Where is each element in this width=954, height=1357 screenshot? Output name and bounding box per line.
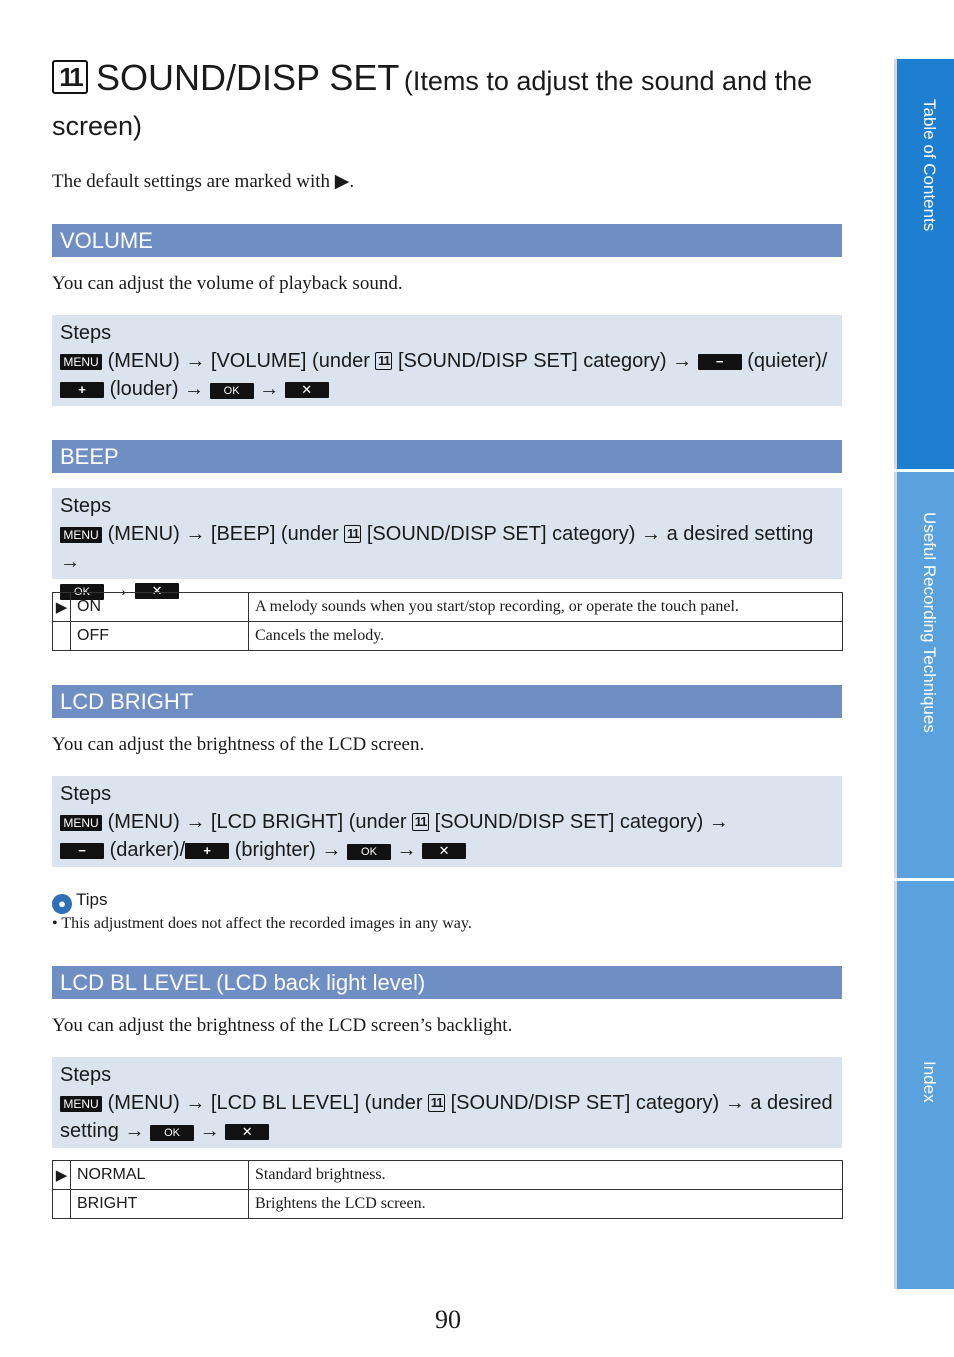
category-icon: 11 (375, 352, 392, 370)
default-mark-icon: ▶ (53, 1161, 71, 1190)
arrow-icon: → (185, 523, 206, 545)
step-text: [VOLUME] (under (210, 350, 370, 372)
tips-label: Tips (76, 890, 108, 909)
ok-icon: OK (347, 844, 391, 860)
ok-icon: OK (60, 584, 104, 600)
arrow-icon: → (708, 811, 729, 833)
tab-label: Index (920, 1061, 939, 1103)
table-row (53, 593, 843, 622)
section-header-lcd-bright: LCD BRIGHT (52, 685, 842, 718)
step-text: setting (60, 1120, 119, 1142)
step-text: (MENU) (107, 1092, 180, 1114)
beep-steps (52, 488, 842, 601)
table-row (53, 622, 843, 651)
arrow-icon: → (109, 579, 130, 601)
option-name: NORMAL (71, 1161, 249, 1190)
title-main: SOUND/DISP SET (96, 57, 400, 98)
arrow-icon: → (199, 1120, 220, 1142)
tab-label: Useful Recording Techniques (920, 512, 939, 733)
menu-icon: MENU (60, 1096, 102, 1112)
beep-options-table (52, 592, 843, 651)
arrow-icon: → (672, 350, 693, 372)
volume-steps (52, 315, 842, 406)
step-text: (louder) (109, 378, 179, 400)
plus-icon: + (60, 382, 104, 398)
step-text: (MENU) (107, 350, 180, 372)
menu-icon: MENU (60, 527, 102, 543)
close-icon: ✕ (225, 1124, 269, 1140)
arrow-icon: → (396, 839, 417, 861)
option-name: OFF (71, 622, 249, 651)
arrow-icon: → (641, 523, 662, 545)
step-text: [LCD BL LEVEL] (under (210, 1092, 423, 1114)
step-text: [SOUND/DISP SET] category) (366, 523, 636, 545)
tip-item (52, 915, 472, 933)
ok-icon: OK (150, 1125, 194, 1141)
default-mark-icon (53, 1190, 71, 1219)
title-sub-2: screen) (52, 111, 143, 141)
step-text: a desired setting (666, 523, 814, 545)
step-text: (MENU) (107, 811, 180, 833)
section-header-volume: VOLUME (52, 224, 842, 257)
tab-index[interactable] (894, 881, 954, 1289)
menu-icon: MENU (60, 354, 102, 370)
volume-description: You can adjust the volume of playback sound. (52, 273, 403, 294)
close-icon: ✕ (422, 843, 466, 859)
step-text: [SOUND/DISP SET] category) (434, 811, 704, 833)
default-mark-icon (53, 622, 71, 651)
step-text: [LCD BRIGHT] (under (210, 811, 407, 833)
bullet-icon: • (52, 915, 58, 932)
step-text: [SOUND/DISP SET] category) (397, 350, 667, 372)
step-text: (brighter) (234, 839, 316, 861)
tip-text: This adjustment does not affect the recorded images in any way. (61, 915, 472, 932)
title-sub: (Items to adjust the sound and the (403, 66, 813, 96)
lcd-bright-description: You can adjust the brightness of the LCD screen. (52, 734, 425, 755)
page-number: 90 (435, 1305, 461, 1334)
steps-label: Steps (60, 495, 112, 517)
tab-label: Table of Contents (920, 99, 939, 232)
page-title (52, 58, 852, 151)
step-text: (darker)/ (109, 839, 186, 861)
option-name: BRIGHT (71, 1190, 249, 1219)
steps-label: Steps (60, 783, 112, 805)
section-header-beep: BEEP (52, 440, 842, 473)
lightbulb-icon: ● (52, 894, 72, 914)
minus-icon: − (60, 843, 104, 859)
menu-icon: MENU (60, 815, 102, 831)
ok-icon: OK (210, 383, 254, 399)
steps-label: Steps (60, 1064, 112, 1086)
arrow-icon: → (321, 839, 342, 861)
steps-label: Steps (60, 322, 112, 344)
tips-heading (52, 890, 108, 914)
step-text: [BEEP] (under (210, 523, 339, 545)
arrow-icon: → (259, 378, 280, 400)
lcd-bright-steps (52, 776, 842, 867)
tab-useful-recording-techniques[interactable] (894, 472, 954, 878)
option-description: A melody sounds when you start/stop recording, or operate the touch panel. (249, 593, 843, 622)
arrow-icon: → (185, 350, 206, 372)
lcd-bl-options-table (52, 1160, 843, 1219)
close-icon: ✕ (135, 583, 179, 599)
intro-text: The default settings are marked with ▶. (52, 171, 355, 192)
step-text: a desired (750, 1092, 833, 1114)
category-icon: 11 (412, 813, 429, 831)
arrow-icon: → (124, 1120, 145, 1142)
lcd-bl-description: You can adjust the brightness of the LCD screen’s backlight. (52, 1015, 513, 1036)
table-row (53, 1161, 843, 1190)
lcd-bl-steps (52, 1057, 842, 1148)
option-name: ON (71, 593, 249, 622)
section-header-lcd-bl-level: LCD BL LEVEL (LCD back light level) (52, 966, 842, 999)
table-row (53, 1190, 843, 1219)
category-number-icon: 11 (52, 60, 88, 94)
step-text: (quieter)/ (747, 350, 828, 372)
minus-icon: − (698, 354, 742, 370)
option-description: Brightens the LCD screen. (249, 1190, 843, 1219)
arrow-icon: → (60, 551, 80, 573)
step-text: [SOUND/DISP SET] category) (450, 1092, 720, 1114)
plus-icon: + (185, 843, 229, 859)
arrow-icon: → (724, 1092, 745, 1114)
option-description: Standard brightness. (249, 1161, 843, 1190)
arrow-icon: → (184, 378, 205, 400)
category-icon: 11 (428, 1094, 445, 1112)
arrow-icon: → (185, 1092, 206, 1114)
arrow-icon: → (185, 811, 206, 833)
step-text: (MENU) (107, 523, 180, 545)
default-mark-icon: ▶ (53, 593, 71, 622)
option-description: Cancels the melody. (249, 622, 843, 651)
tab-table-of-contents[interactable] (894, 59, 954, 469)
close-icon: ✕ (285, 382, 329, 398)
category-icon: 11 (344, 525, 361, 543)
